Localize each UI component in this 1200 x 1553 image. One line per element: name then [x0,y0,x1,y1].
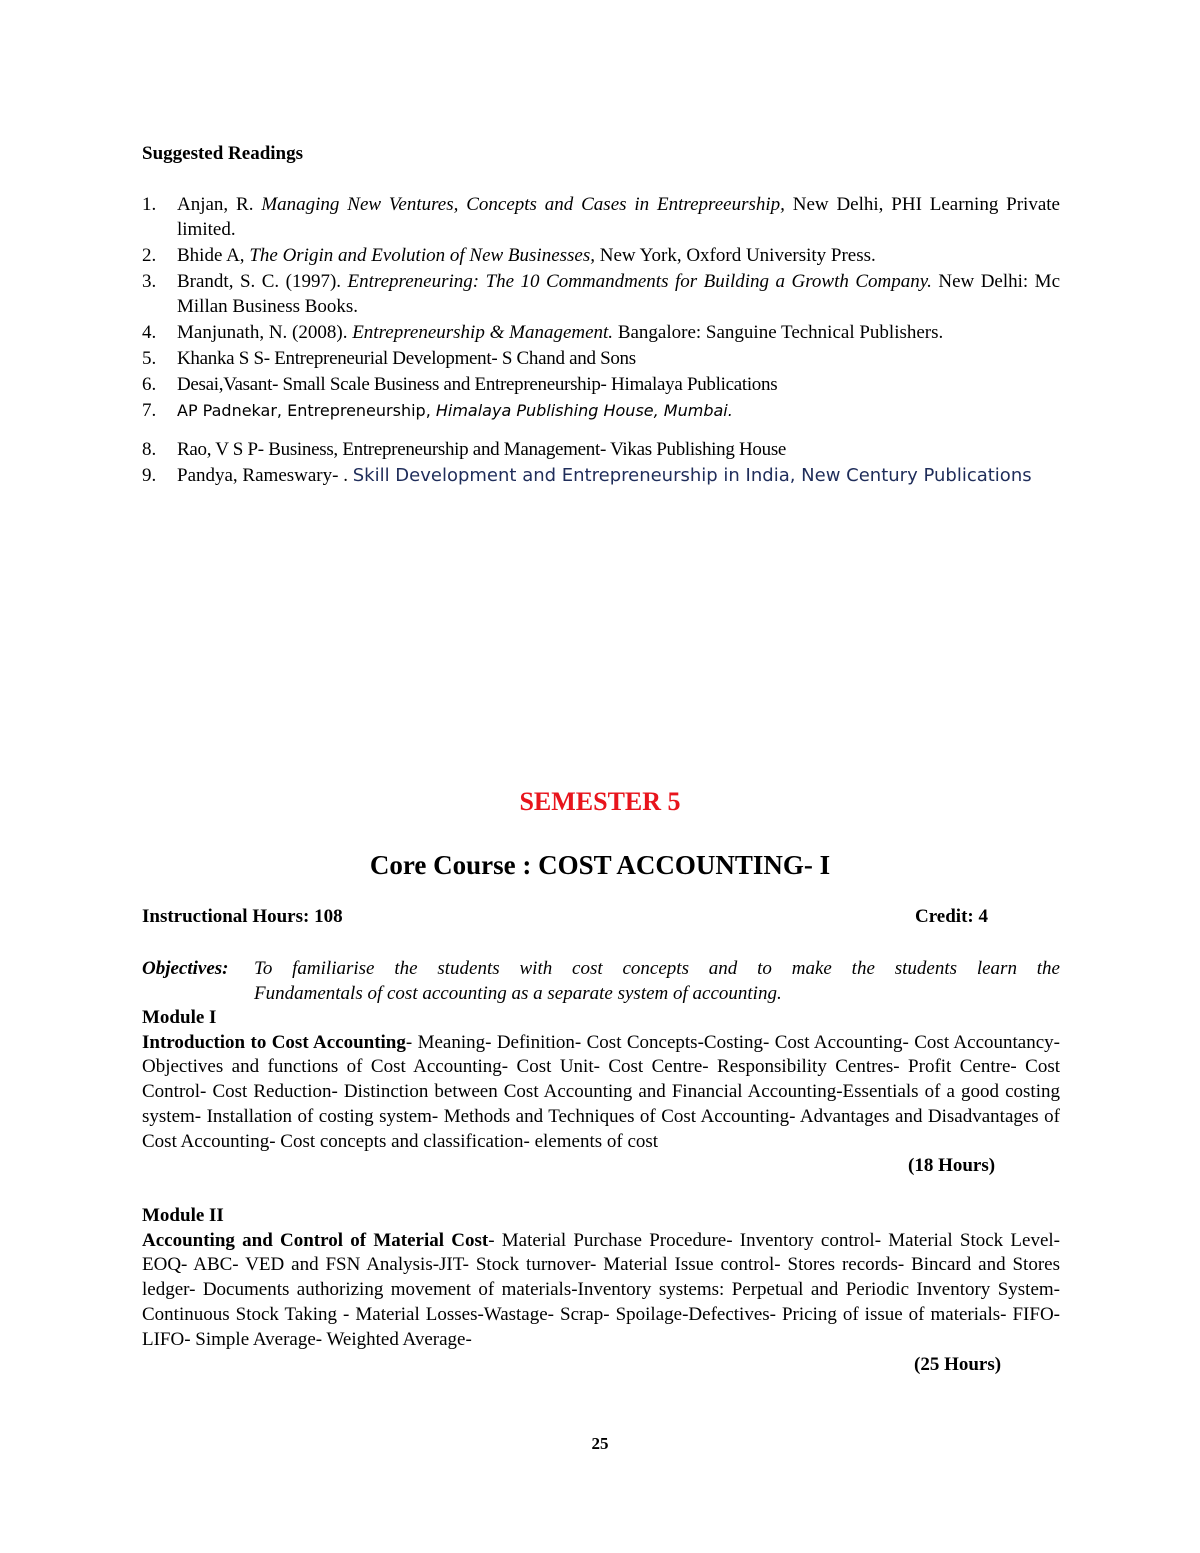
page-number: 25 [591,1434,609,1453]
instructional-hours: Instructional Hours: 108 [142,906,343,927]
module-1-content: Introduction to Cost Accounting- Meaning- Definition- Cost Concepts-Costing- Cost Accounting- Cost Accountancy- Objectives and functions of Cost Accounting- Cost Unit- Cost Centre- Responsibility Centres- Profit Centre- Cost Control- Cost Reduction- Distinction between Cost Accounting and Financial Accounting-Essentials of a good costing system- Installation of costing system- Methods and Techniques of Cost Accounting- Advantages and Disadvantages of Cost Accounting- Cost concepts and classification- elements of cost [142,1031,1060,1152]
module-1-hours: (18 Hours) [908,1155,996,1176]
reading-list [142,192,1060,489]
module-2-hours: (25 Hours) [914,1354,1002,1375]
module-2 [142,1204,1060,1352]
objectives-line-1: To familiarise the students with cost concepts and to make the students learn the [254,958,1060,979]
credit-value: Credit: 4 [915,906,988,927]
objectives-line-2: Fundamentals of cost accounting as a separate system of accounting. [254,983,782,1004]
course-meta-row [142,906,988,928]
reading-item-2: 2. Bhide A, The Origin and Evolution of New Businesses, New York, Oxford University Press. [142,245,876,266]
module-2-title: Module II [142,1205,224,1226]
suggested-readings-heading: Suggested Readings [142,143,303,164]
reading-item-7: 7. AP Padnekar, Entrepreneurship, Himalaya Publishing House, Mumbai. [142,400,733,421]
module-1-title: Module I [142,1007,217,1028]
objectives-label: Objectives: [142,958,229,979]
reading-item-4: 4. Manjunath, N. (2008). Entrepreneurship & Management. Bangalore: Sanguine Technical Publishers. [142,322,944,343]
course-title: Core Course : COST ACCOUNTING- I [369,850,831,880]
reading-item-9: 9. Pandya, Rameswary- . Skill Development and Entrepreneurship in India, New Century Publications [142,465,1032,486]
module-2-content: Accounting and Control of Material Cost- Material Purchase Procedure- Inventory control- Material Stock Level-EOQ- ABC- VED and FSN Analysis-JIT- Stock turnover- Material Issue control- Stores records- Bincard and Stores ledger- Documents authorizing movement of materials-Inventory systems: Perpetual and Periodic Inventory System-Continuous Stock Taking - Material Losses-Wastage- Scrap- Spoilage-Defectives- Pricing of issue of materials- FIFO- LIFO- Simple Average- Weighted Average- [142,1229,1060,1350]
reading-item-5: 5. Khanka S S- Entrepreneurial Development- S Chand and Sons [142,348,636,369]
module-1 [142,1006,1060,1154]
objectives-block [142,956,1060,1006]
reading-item-8: 8. Rao, V S P- Business, Entrepreneurship and Management- Vikas Publishing House [142,439,787,460]
reading-item-6: 6. Desai,Vasant- Small Scale Business and Entrepreneurship- Himalaya Publications [142,374,778,395]
reading-item-1: 1. Anjan, R. Managing New Ventures, Concepts and Cases in Entrepreeurship, New Delhi, PHI Learning Private limited. [142,194,1060,240]
semester-heading: SEMESTER 5 [519,787,681,816]
reading-item-3: 3. Brandt, S. C. (1997). Entrepreneuring: The 10 Commandments for Building a Growth Company. New Delhi: Mc Millan Business Books. [142,271,1061,317]
